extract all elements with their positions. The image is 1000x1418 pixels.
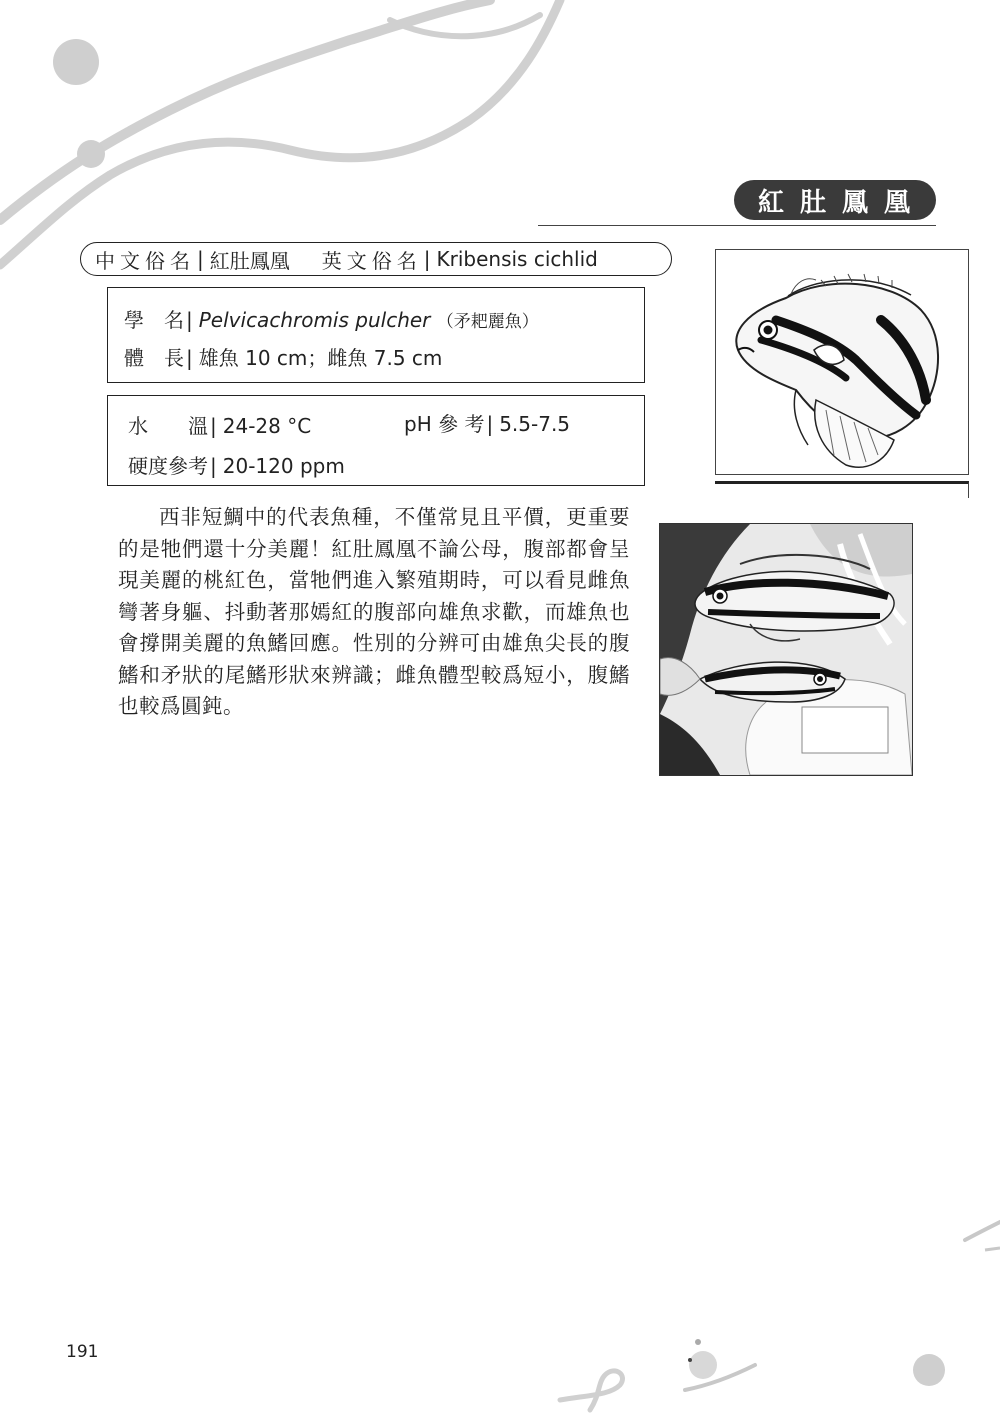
separator: | — [423, 247, 431, 271]
sci-name-label: 學 名 — [124, 308, 184, 332]
title-underline — [538, 225, 936, 226]
separator: | — [210, 454, 217, 478]
hardness-label: 硬度參考 — [128, 454, 208, 478]
length-label: 體 長 — [124, 346, 184, 370]
common-names-bar — [80, 242, 672, 276]
en-name-label: 英文俗名 — [321, 248, 422, 273]
scientific-name-row — [124, 304, 539, 333]
fish-pair-photo — [659, 523, 913, 776]
separator: | — [197, 247, 204, 271]
body-length-row — [124, 342, 442, 371]
cn-name-value: 紅肚鳳凰 — [209, 248, 290, 273]
temp-label: 水 溫 — [128, 414, 208, 438]
water-parameters-box — [107, 395, 645, 486]
en-name-value: Kribensis cichlid — [436, 247, 598, 271]
taxonomy-box — [107, 287, 645, 383]
temp-value: 24-28 °C — [222, 414, 312, 438]
cn-name-label: 中文俗名 — [95, 248, 195, 273]
separator: | — [186, 308, 193, 332]
ph-label: pH 參 考 — [404, 412, 485, 436]
species-title: 紅肚鳳凰 — [734, 180, 936, 220]
fish-pair-drawing — [660, 524, 912, 775]
hardness-value: 20-120 ppm — [222, 454, 345, 478]
sci-name-alt: （矛耙麗魚） — [436, 312, 539, 332]
ph-row — [404, 408, 570, 437]
length-value: 雄魚 10 cm；雌魚 7.5 cm — [198, 346, 443, 370]
ph-value: 5.5-7.5 — [499, 412, 571, 436]
species-description: 西非短鯛中的代表魚種，不僅常見且平價，更重要的是牠們還十分美麗！紅肚鳳凰不論公母，腹部都會呈現美麗的桃紅色，當牠們進入繁殖期時，可以看見雌魚彎著身軀、抖動著那嫣紅的腹部向雄魚求歡，而雄魚也會撐開美麗的魚鰭回應。性別的分辨可由雄魚尖長的腹鰭和矛狀的尾鰭形狀來辨識；雌魚體型較爲短小，腹鰭也較爲圓鈍。 — [118, 505, 630, 718]
figure-caption-rule — [715, 481, 969, 498]
fish-drawing — [716, 250, 968, 474]
fish-illustration-female — [715, 249, 969, 475]
temperature-row — [128, 410, 311, 439]
separator: | — [186, 346, 193, 370]
hardness-row — [128, 450, 345, 479]
separator: | — [210, 414, 217, 438]
page-number: 191 — [66, 1342, 99, 1362]
separator: | — [486, 412, 494, 436]
sci-name-value: Pelvicachromis pulcher — [198, 308, 431, 332]
